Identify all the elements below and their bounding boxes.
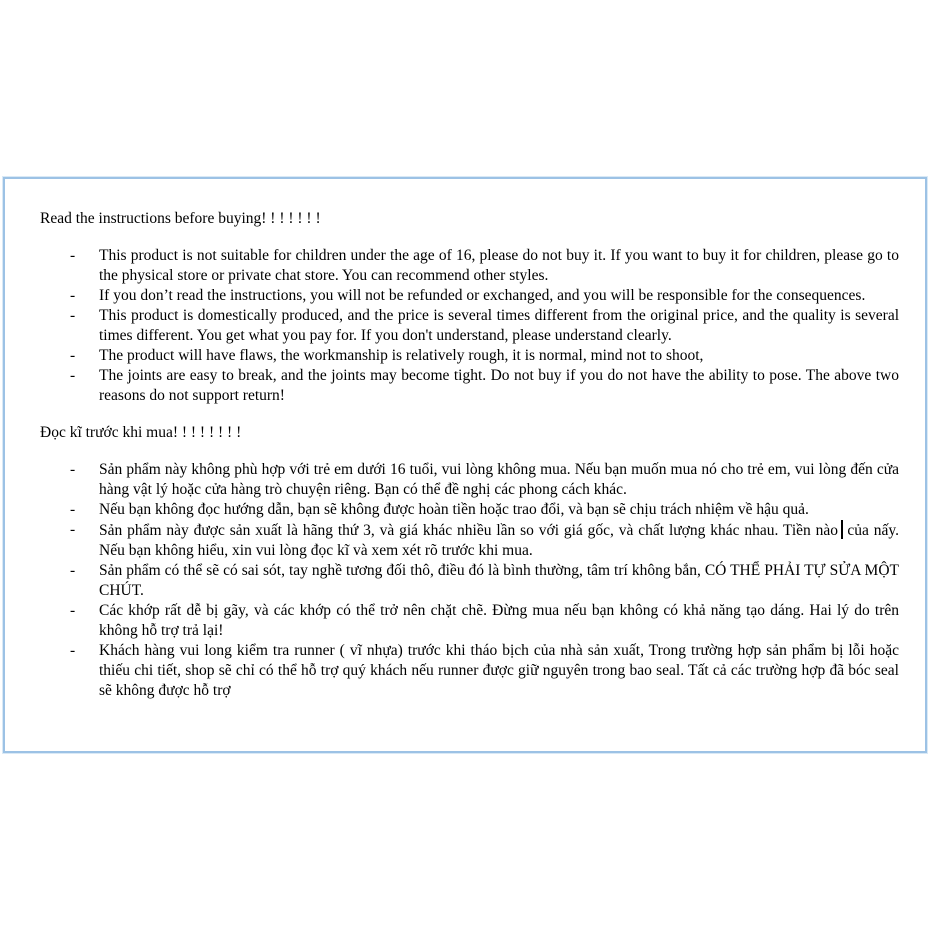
- bullet-item: [40, 286, 899, 306]
- bullet-dash: -: [70, 501, 76, 518]
- bullet-dash: -: [70, 367, 76, 384]
- bullet-item: [40, 520, 899, 561]
- bullet-text: This product is domestically produced, and the price is several times different from the original price, and the quality is several times different. You get what you pay for. If you don't understand, please understand clearly.: [99, 307, 899, 344]
- bullet-dash: -: [70, 602, 76, 619]
- bullet-text: Khách hàng vui long kiểm tra runner ( vĩ nhựa) trước khi tháo bịch của nhà sản xuất, Trong trường hợp sản phẩm bị lỗi hoặc thiếu chi tiết, shop sẽ chỉ có thể hỗ trợ quý khách nếu runner được giữ nguyên trong bao seal. Tất cả các trường hợp đã bóc seal sẽ không được hỗ trợ: [99, 642, 899, 699]
- bullet-item: [40, 641, 899, 701]
- bullet-item: [40, 306, 899, 346]
- bullet-dash: -: [70, 287, 76, 304]
- bullet-item: [40, 346, 899, 366]
- bullet-dash: -: [70, 307, 76, 324]
- bullet-dash: -: [70, 642, 76, 659]
- vietnamese-title: Đọc kĩ trước khi mua! ! ! ! ! ! ! !: [40, 424, 242, 441]
- bullet-text: Sản phẩm có thể sẽ có sai sót, tay nghề tương đối thô, điều đó là bình thường, tâm trí không bắn, CÓ THỂ PHẢI TỰ SỬA MỘT CHÚT.: [99, 562, 899, 599]
- bullet-item: [40, 460, 899, 500]
- bullet-text: The product will have flaws, the workmanship is relatively rough, it is normal, mind not to shoot,: [99, 347, 704, 364]
- bullet-item: [40, 246, 899, 286]
- english-bullet-list: [40, 246, 899, 406]
- bullet-text: [99, 522, 899, 559]
- english-title: Read the instructions before buying! ! ! ! ! ! !: [40, 210, 321, 227]
- bullet-text: Các khớp rất dễ bị gãy, và các khớp có thể trở nên chặt chẽ. Đừng mua nếu bạn không có khả năng tạo dáng. Hai lý do trên không hỗ trợ trả lại!: [99, 602, 899, 639]
- bullet-item: [40, 366, 899, 406]
- bullet-dash: -: [70, 521, 76, 538]
- bullet-item: [40, 500, 899, 520]
- bullet-text: Nếu bạn không đọc hướng dẫn, bạn sẽ không được hoàn tiền hoặc trao đổi, và bạn sẽ chịu trách nhiệm về hậu quả.: [99, 501, 809, 518]
- bullet-text-after-cursor: của nấy. Nếu bạn không hiểu, xin vui lòng đọc kĩ và xem xét rõ trước khi mua.: [99, 522, 899, 559]
- bullet-text: This product is not suitable for children under the age of 16, please do not buy it. If you want to buy it for children, please go to the physical store or private chat store. You can recommend other styles.: [99, 247, 899, 284]
- text-cursor[interactable]: [841, 520, 843, 539]
- bullet-text: If you don’t read the instructions, you will not be refunded or exchanged, and you will be responsible for the consequences.: [99, 287, 866, 304]
- vietnamese-bullet-list: [40, 460, 899, 701]
- bullet-dash: -: [70, 247, 76, 264]
- bullet-text-before-cursor: Sản phẩm này được sản xuất là hãng thứ 3, và giá khác nhiều lần so với giá gốc, và chất lượng khác nhau. Tiền nào: [99, 522, 839, 539]
- bullet-dash: -: [70, 562, 76, 579]
- notice-box: [3, 177, 927, 753]
- bullet-text: Sản phẩm này không phù hợp với trẻ em dưới 16 tuổi, vui lòng không mua. Nếu bạn muốn mua nó cho trẻ em, vui lòng đến cửa hàng vật lý hoặc cửa hàng trò chuyện riêng. Bạn có thể đề nghị các phong cách khác.: [99, 461, 899, 498]
- bullet-dash: -: [70, 461, 76, 478]
- bullet-dash: -: [70, 347, 76, 364]
- bullet-item: [40, 601, 899, 641]
- bullet-text: The joints are easy to break, and the joints may become tight. Do not buy if you do not have the ability to pose. The above two reasons do not support return!: [99, 367, 899, 404]
- bullet-item: [40, 561, 899, 601]
